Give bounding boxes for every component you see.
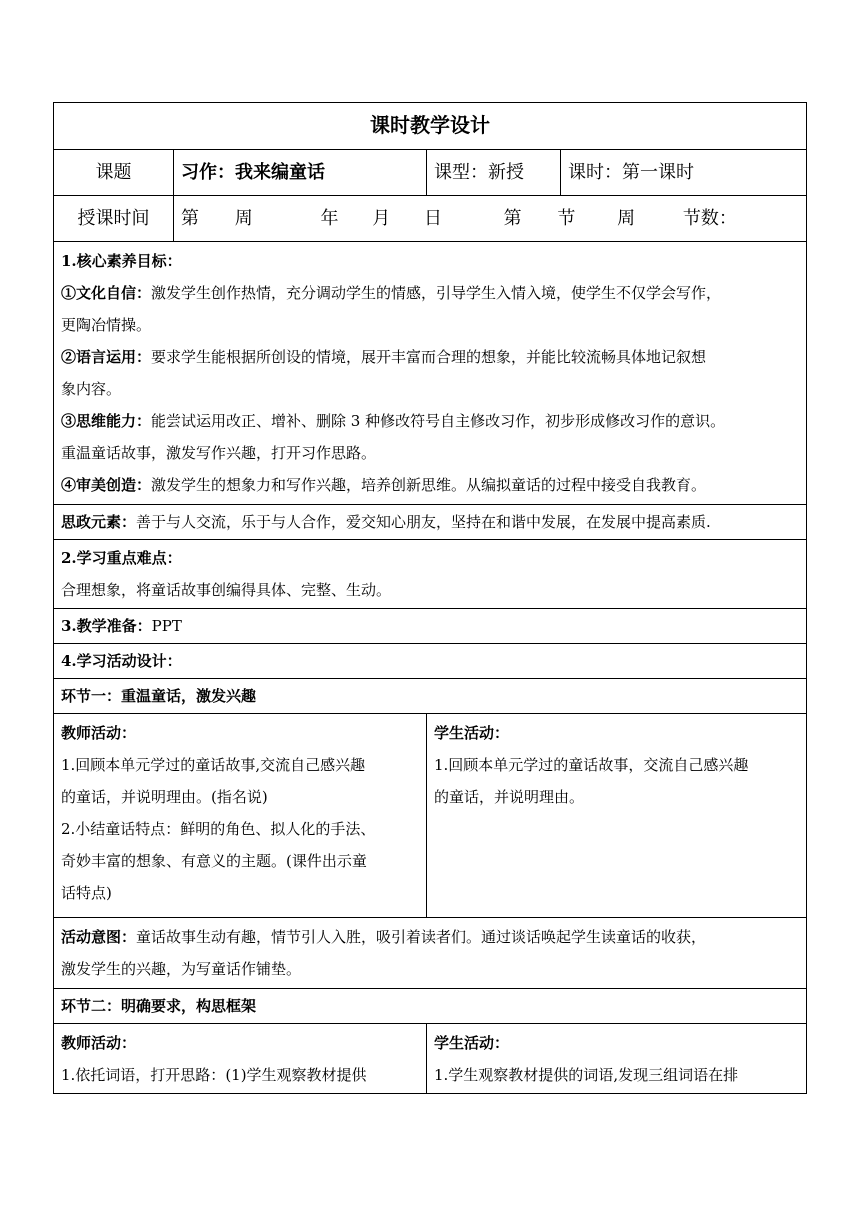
goal-item bbox=[61, 469, 799, 501]
teacher-activity-label: 教师活动： bbox=[61, 724, 137, 742]
goals-cell bbox=[54, 242, 807, 505]
time-field-week2: 周 bbox=[617, 208, 636, 229]
goal-text: 激发学生的想象力和写作兴趣，培养创新思维。从编拟童话的过程中接受自我教育。 bbox=[151, 476, 707, 494]
section1-heading: 环节一：重温童话，激发兴趣 bbox=[54, 679, 807, 714]
student-activity-label: 学生活动： bbox=[434, 1034, 510, 1052]
goal-item bbox=[61, 277, 799, 309]
goal-item bbox=[61, 405, 799, 437]
goal-label: ①文化自信： bbox=[61, 284, 152, 302]
goal-item bbox=[61, 341, 799, 373]
prep-label: 3.教学准备： bbox=[61, 617, 152, 635]
page-title: 课时教学设计 bbox=[54, 103, 807, 150]
goals-heading: 1.核心素养目标： bbox=[61, 252, 182, 270]
activity-design-heading: 4.学习活动设计： bbox=[54, 644, 807, 679]
goal-label: ③思维能力： bbox=[61, 412, 152, 430]
time-field-section-prefix: 第 bbox=[503, 208, 522, 229]
teacher-activity-line: 话特点) bbox=[61, 884, 112, 902]
goal-text: 激发学生创作热情，充分调动学生的情感，引导学生入情入境，使学生不仅学会写作， bbox=[151, 284, 722, 302]
intent-label: 活动意图： bbox=[61, 928, 137, 946]
section1-student-cell bbox=[427, 714, 807, 918]
lesson-type: 课型：新授 bbox=[427, 150, 561, 196]
prep-text: PPT bbox=[151, 617, 182, 635]
section1-teacher-cell bbox=[54, 714, 427, 918]
section1-intent-cell bbox=[54, 918, 807, 989]
goal-text-cont: 重温童话故事，激发写作兴趣，打开习作思路。 bbox=[61, 444, 377, 462]
student-activity-label: 学生活动： bbox=[434, 724, 510, 742]
topic-label: 课题 bbox=[54, 150, 174, 196]
key-points-heading: 2.学习重点难点： bbox=[61, 549, 182, 567]
teacher-activity-line: 1.回顾本单元学过的童话故事,交流自己感兴趣 bbox=[61, 756, 366, 774]
time-field-year: 年 bbox=[320, 208, 339, 229]
topic-value: 习作：我来编童话 bbox=[174, 150, 427, 196]
time-field-week: 周 bbox=[234, 208, 253, 229]
key-points-text: 合理想象，将童话故事创编得具体、完整、生动。 bbox=[61, 581, 392, 599]
goal-label: ④审美创造： bbox=[61, 476, 152, 494]
key-points-cell bbox=[54, 540, 807, 609]
intent-text: 童话故事生动有趣，情节引人入胜，吸引着读者们。通过谈话唤起学生读童话的收获， bbox=[136, 928, 707, 946]
prep-cell bbox=[54, 609, 807, 644]
student-activity-line: 的童话，并说明理由。 bbox=[434, 788, 585, 806]
lesson-plan-page bbox=[53, 102, 806, 1094]
time-field-count: 节数： bbox=[682, 208, 737, 229]
time-fields bbox=[174, 196, 807, 242]
teacher-activity-line: 奇妙丰富的想象、有意义的主题。(课件出示童 bbox=[61, 852, 367, 870]
time-field-day: 日 bbox=[423, 208, 442, 229]
goal-text-cont: 象内容。 bbox=[61, 380, 122, 398]
section2-teacher-cell bbox=[54, 1024, 427, 1094]
goal-label: ②语言运用： bbox=[61, 348, 152, 366]
time-field-month: 月 bbox=[372, 208, 391, 229]
student-activity-line: 1.学生观察教材提供的词语,发现三组词语在排 bbox=[434, 1066, 739, 1084]
teacher-activity-line: 2.小结童话特点：鲜明的角色、拟人化的手法、 bbox=[61, 820, 376, 838]
goal-text: 能尝试运用改正、增补、删除 3 种修改符号自主修改习作，初步形成修改习作的意识。 bbox=[151, 412, 726, 430]
teacher-activity-label: 教师活动： bbox=[61, 1034, 137, 1052]
intent-text-cont: 激发学生的兴趣，为写童话作铺垫。 bbox=[61, 960, 302, 978]
goal-text-cont: 更陶冶情操。 bbox=[61, 316, 152, 334]
lesson-period: 课时：第一课时 bbox=[561, 150, 807, 196]
ideology-text: 善于与人交流，乐于与人合作，爱交知心朋友，坚持在和谐中发展，在发展中提高素质. bbox=[136, 513, 711, 531]
time-field-week-prefix: 第 bbox=[181, 208, 199, 229]
teacher-activity-line: 的童话，并说明理由。(指名说) bbox=[61, 788, 268, 806]
time-field-section: 节 bbox=[557, 208, 576, 229]
section2-student-cell bbox=[427, 1024, 807, 1094]
time-label: 授课时间 bbox=[54, 196, 174, 242]
student-activity-line: 1.回顾本单元学过的童话故事，交流自己感兴趣 bbox=[434, 756, 749, 774]
section2-heading: 环节二：明确要求，构思框架 bbox=[54, 989, 807, 1024]
ideology-cell bbox=[54, 505, 807, 540]
teacher-activity-line: 1.依托词语，打开思路：(1)学生观察教材提供 bbox=[61, 1066, 367, 1084]
ideology-label: 思政元素： bbox=[61, 513, 137, 531]
lesson-plan-table bbox=[53, 102, 807, 1094]
goal-text: 要求学生能根据所创设的情境，展开丰富而合理的想象，并能比较流畅具体地记叙想 bbox=[151, 348, 707, 366]
